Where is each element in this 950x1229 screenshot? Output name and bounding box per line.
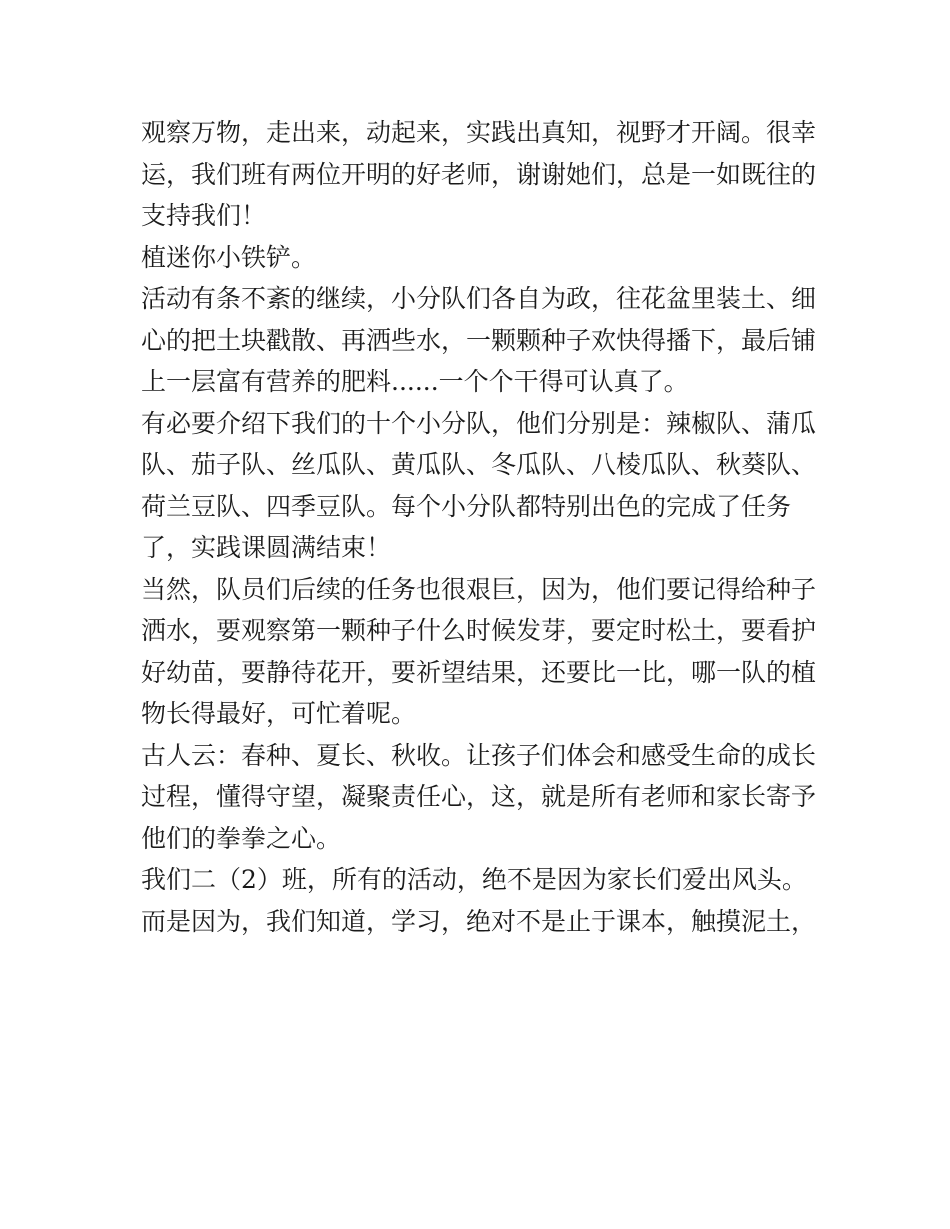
text-line: 上一层富有营养的肥料......一个个干得可认真了。 xyxy=(141,367,689,396)
text-line: 观察万物，走出来，动起来，实践出真知，视野才开阔。很幸 xyxy=(141,118,817,147)
text-line: 我们二（2）班，所有的活动，绝不是因为家长们爱出风头。 xyxy=(141,865,807,894)
text-line: 支持我们！ xyxy=(141,201,267,230)
text-line: 荷兰豆队、四季豆队。每个小分队都特别出色的完成了任务 xyxy=(141,491,792,521)
text-line: 好幼苗，要静待花开，要祈望结果，还要比一比，哪一队的植 xyxy=(141,657,817,687)
text-line: 有必要介绍下我们的十个小分队，他们分别是：辣椒队、蒲瓜 xyxy=(141,408,817,438)
text-line: 他们的拳拳之心。 xyxy=(141,823,342,853)
text-line: 当然，队员们后续的任务也很艰巨，因为，他们要记得给种子 xyxy=(141,574,817,604)
text-line: 而是因为，我们知道，学习，绝对不是止于课本，触摸泥土， xyxy=(141,906,817,936)
text-line: 了，实践课圆满结束！ xyxy=(141,533,392,562)
text-line: 洒水，要观察第一颗种子什么时候发芽，要定时松土，要看护 xyxy=(141,616,817,645)
text-line: 古人云：春种、夏长、秋收。让孩子们体会和感受生命的成长 xyxy=(141,740,817,770)
text-line: 队、茄子队、丝瓜队、黄瓜队、冬瓜队、八棱瓜队、秋葵队、 xyxy=(141,450,817,479)
text-line: 过程，懂得守望，凝聚责任心，这，就是所有老师和家长寄予 xyxy=(141,782,817,811)
text-line: 活动有条不紊的继续，小分队们各自为政，往花盆里装土、细 xyxy=(141,284,817,313)
text-line: 心的把土块戳散、再洒些水，一颗颗种子欢快得播下，最后铺 xyxy=(141,325,817,355)
text-line: 运，我们班有两位开明的好老师，谢谢她们，总是一如既往的 xyxy=(141,159,817,189)
text-line: 物长得最好，可忙着呢。 xyxy=(141,699,417,728)
text-line: 植迷你小铁铲。 xyxy=(141,242,317,272)
document-body xyxy=(141,112,821,942)
